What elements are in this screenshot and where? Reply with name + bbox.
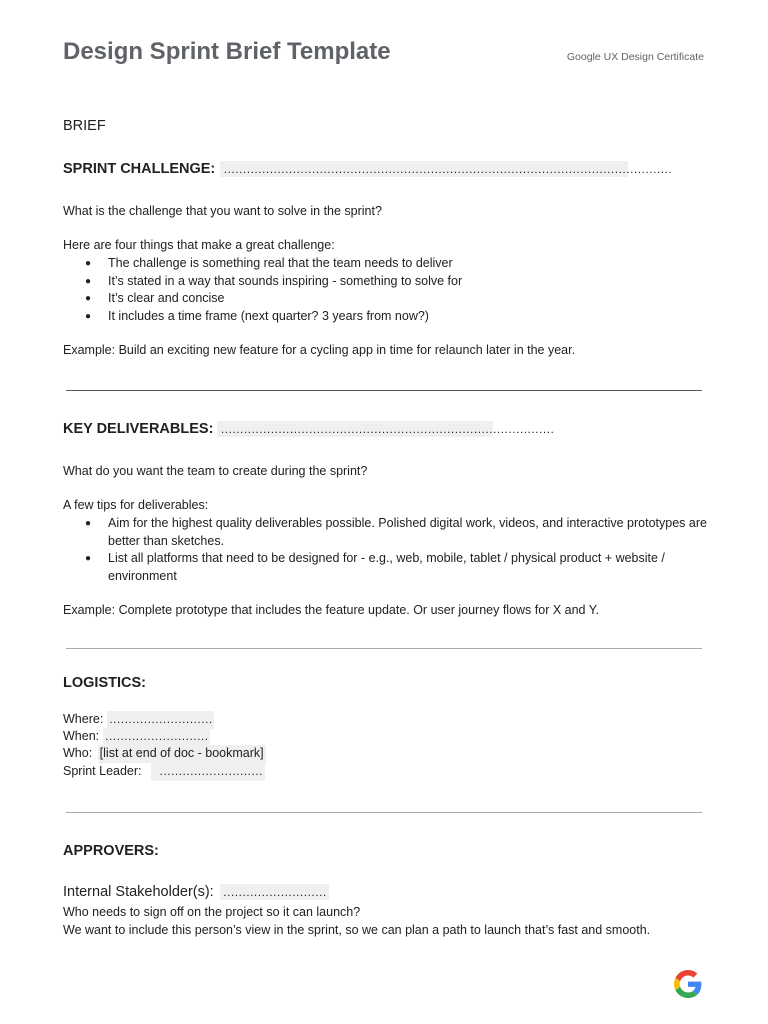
key-deliverables-list [63, 515, 713, 585]
google-g-logo-icon [674, 970, 702, 998]
sprint-leader-field[interactable]: ……………………… [151, 763, 265, 781]
who-field[interactable]: [list at end of doc - bookmark] [98, 745, 266, 763]
approvers-question: Who needs to sign off on the project so it can launch? [63, 905, 361, 919]
section-divider [66, 390, 702, 391]
logistics-who [63, 745, 266, 763]
logistics-sprint-leader [63, 763, 265, 781]
sprint-challenge-intro: Here are four things that make a great challenge: [63, 238, 335, 252]
who-label: Who: [63, 746, 93, 760]
key-deliverables-title: KEY DELIVERABLES: [63, 421, 214, 437]
approvers-description: We want to include this person’s view in the sprint, so we can plan a path to launch that’s fast and smooth. [63, 923, 651, 937]
section-divider [66, 648, 702, 649]
key-deliverables-question: What do you want the team to create during the sprint? [63, 464, 368, 478]
key-deliverables-intro: A few tips for deliverables: [63, 498, 209, 512]
list-item: ● It includes a time frame (next quarter? 3 years from now?) [63, 308, 713, 326]
brief-label: BRIEF [63, 118, 106, 134]
internal-stakeholder-field[interactable]: ……………………… [220, 884, 330, 900]
list-item: ● It’s stated in a way that sounds inspiring - something to solve for [63, 273, 713, 291]
document-title: Design Sprint Brief Template [63, 38, 391, 65]
section-divider [66, 812, 702, 813]
internal-stakeholder-line [63, 884, 329, 900]
list-item: ● List all platforms that need to be designed for - e.g., web, mobile, tablet / physical product + website / environment [63, 550, 713, 585]
sprint-challenge-list [63, 255, 713, 325]
sprint-challenge-title: SPRINT CHALLENGE: [63, 161, 216, 177]
when-field[interactable]: ……………………… [103, 728, 211, 746]
key-deliverables-example: Example: Complete prototype that includes the feature update. Or user journey flows for X and Y. [63, 603, 599, 617]
when-label: When: [63, 729, 100, 743]
sprint-challenge-field[interactable]: ……………………………………………………………………………………………………… [220, 161, 628, 177]
sprint-challenge-example: Example: Build an exciting new feature for a cycling app in time for relaunch later in the year. [63, 343, 576, 357]
logistics-when [63, 728, 210, 746]
logistics-where [63, 711, 214, 729]
certificate-label: Google UX Design Certificate [566, 51, 704, 63]
list-item: ● The challenge is something real that the team needs to deliver [63, 255, 713, 273]
internal-stakeholder-label: Internal Stakeholder(s): [63, 884, 214, 900]
list-item: ● Aim for the highest quality deliverables possible. Polished digital work, videos, and interactive prototypes are better than sketches. [63, 515, 713, 550]
sprint-challenge-heading [63, 161, 672, 177]
logistics-heading: LOGISTICS: [63, 675, 146, 691]
sprint-leader-label: Sprint Leader: [63, 764, 142, 778]
sprint-challenge-question: What is the challenge that you want to solve in the sprint? [63, 204, 382, 218]
key-deliverables-field[interactable]: …………………………………………………………………………… [217, 421, 493, 437]
key-deliverables-heading [63, 421, 554, 437]
where-label: Where: [63, 712, 104, 726]
approvers-heading: APPROVERS: [63, 843, 159, 859]
where-field[interactable]: ……………………… [107, 711, 215, 729]
list-item: ● It’s clear and concise [63, 290, 713, 308]
